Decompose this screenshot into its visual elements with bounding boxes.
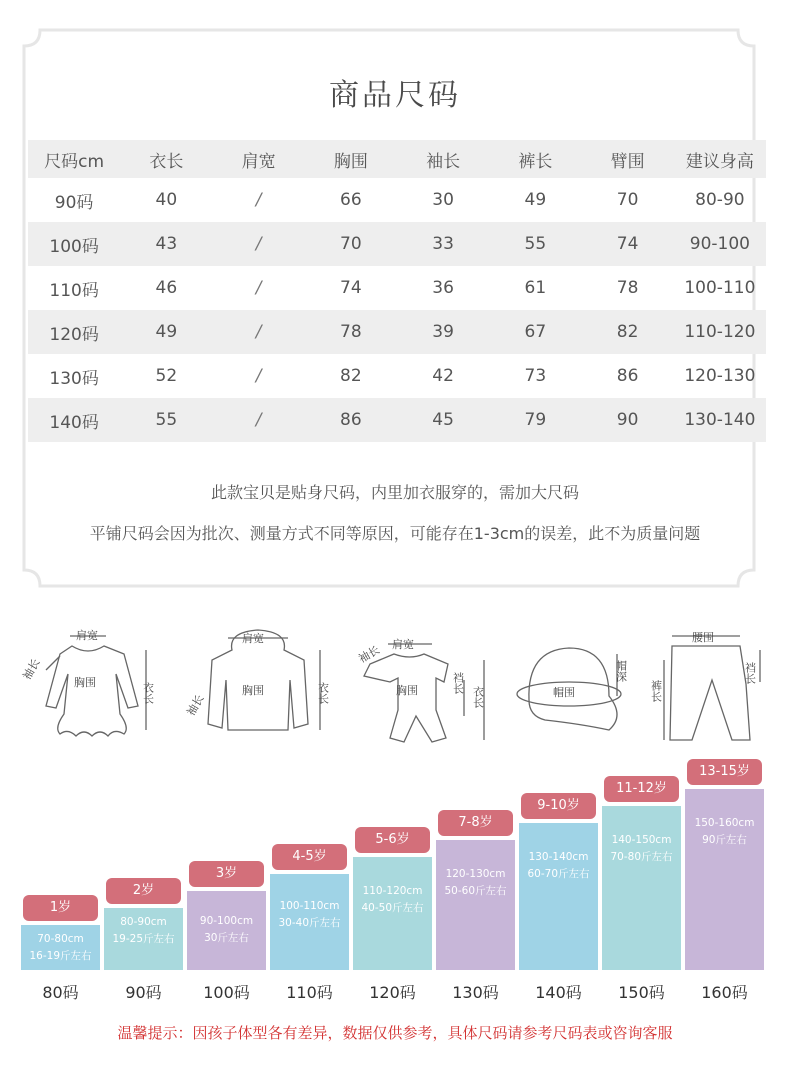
size-category-label: 140码: [535, 983, 582, 1002]
height-range-label: 100-110cm: [279, 900, 340, 912]
header-arm: 臂围: [582, 140, 674, 178]
size-category-label: 90码: [125, 983, 162, 1002]
table-cell: 39: [397, 310, 489, 354]
age-bar: [519, 823, 598, 970]
romper-shoulder-label: 肩宽: [392, 638, 414, 651]
table-cell: /: [213, 398, 305, 442]
weight-range-label: 90斤左右: [702, 834, 747, 846]
hat-depth-label: 帽深: [614, 660, 628, 682]
age-tag: 9-10岁: [521, 793, 596, 819]
bar-info: [685, 815, 764, 849]
table-cell: /: [213, 310, 305, 354]
table-cell: 110码: [49, 280, 99, 301]
bar-info: [187, 913, 266, 947]
table-cell: 70: [305, 222, 397, 266]
table-cell: 78: [616, 278, 639, 298]
age-tag: 3岁: [189, 861, 264, 887]
header-shoulder: 肩宽: [213, 140, 305, 178]
table-cell: 110-120: [674, 310, 766, 354]
dress-diagram: [20, 620, 170, 764]
table-cell: 43: [120, 222, 212, 266]
hoodie-shoulder-label: 肩宽: [242, 632, 264, 645]
table-cell: 42: [432, 366, 454, 386]
table-cell: 100-110: [684, 278, 756, 298]
weight-range-label: 19-25斤左右: [112, 933, 175, 945]
height-range-label: 130-140cm: [528, 851, 589, 863]
size-category-label: 100码: [203, 983, 250, 1002]
table-cell: 90码: [54, 192, 94, 213]
age-tag: 11-12岁: [604, 776, 679, 802]
table-cell: 82: [582, 310, 674, 354]
hat-diagram: [505, 620, 645, 764]
height-range-label: 90-100cm: [199, 915, 254, 927]
table-cell: 74: [340, 278, 362, 298]
header-height: 建议身高: [674, 140, 766, 178]
table-row: [28, 310, 766, 354]
table-cell: 45: [397, 398, 489, 442]
table-cell: /: [255, 190, 262, 210]
table-cell: 61: [524, 278, 547, 298]
table-row: [28, 398, 766, 442]
table-row: [28, 354, 766, 398]
hoodie-chest-label: 胸围: [242, 684, 264, 697]
weight-range-label: 30-40斤左右: [278, 917, 341, 929]
height-range-label: 80-90cm: [120, 916, 167, 928]
bar-info: [602, 832, 681, 866]
table-cell: 74: [582, 222, 674, 266]
age-bar: [602, 806, 681, 970]
romper-crotch-label: 裆长: [451, 672, 465, 694]
table-cell: 86: [616, 366, 639, 386]
table-cell: 55: [120, 398, 212, 442]
bar-info: [519, 849, 598, 883]
size-category-label: 150码: [618, 983, 665, 1002]
age-bar: [104, 908, 183, 970]
bar-info: [436, 866, 515, 900]
table-row: [28, 178, 766, 222]
note-tolerance: 平铺尺码会因为批次、测量方式不同等原因，可能存在1-3cm的误差，此不为质量问题: [89, 524, 701, 543]
table-cell: /: [255, 366, 262, 386]
table-cell: 73: [524, 366, 547, 386]
weight-range-label: 70-80斤左右: [610, 851, 673, 863]
age-tag: 5-6岁: [355, 827, 430, 853]
weight-range-label: 50-60斤左右: [444, 885, 507, 897]
header-chest: 胸围: [305, 140, 397, 178]
size-category-label: 130码: [452, 983, 499, 1002]
age-size-chart: [0, 764, 790, 1015]
table-row: [28, 222, 766, 266]
age-tag: 7-8岁: [438, 810, 513, 836]
table-cell: 49: [120, 310, 212, 354]
age-tag: 13-15岁: [687, 759, 762, 785]
size-category-label: 110码: [286, 983, 333, 1002]
pants-crotch-label: 裆长: [743, 662, 757, 684]
table-cell: 46: [155, 278, 178, 298]
table-cell: /: [213, 222, 305, 266]
hoodie-length-label: 衣长: [316, 682, 330, 704]
size-category-label: 160码: [701, 983, 748, 1002]
hoodie-diagram: [180, 620, 340, 764]
size-table: [28, 140, 766, 442]
age-bar: [353, 857, 432, 970]
height-range-label: 120-130cm: [445, 868, 506, 880]
dress-sleeve-label: 袖长: [20, 656, 43, 683]
age-bar: [270, 874, 349, 970]
age-tag: 4-5岁: [272, 844, 347, 870]
table-cell: 40: [155, 190, 178, 210]
table-cell: 30: [432, 190, 454, 210]
age-bar: [436, 840, 515, 970]
dress-length-label: 衣长: [141, 682, 155, 704]
hat-circumference-label: 帽围: [553, 686, 575, 699]
height-range-label: 150-160cm: [694, 817, 755, 829]
weight-range-label: 40-50斤左右: [361, 902, 424, 914]
bar-info: [104, 914, 183, 948]
table-cell: 52: [155, 366, 178, 386]
header-length: 衣长: [120, 140, 212, 178]
romper-sleeve-label: 袖长: [356, 643, 382, 666]
age-bar: [187, 891, 266, 970]
pants-waist-label: 腰围: [692, 631, 714, 644]
pants-diagram: [650, 620, 780, 764]
age-bar: [21, 925, 100, 970]
romper-chest-label: 胸围: [396, 684, 418, 697]
table-cell: 90: [582, 398, 674, 442]
warm-tip: 温馨提示：因孩子体型各有差异，数据仅供参考，具体尺码请参考尺码表或咨询客服: [117, 1024, 673, 1042]
height-range-label: 70-80cm: [37, 933, 84, 945]
age-bar: [685, 789, 764, 970]
romper-diagram: [350, 620, 500, 764]
dress-chest-label: 胸围: [74, 676, 96, 689]
table-cell: 33: [397, 222, 489, 266]
weight-range-label: 30斤左右: [204, 932, 249, 944]
table-cell: 130码: [49, 368, 99, 389]
header-size: 尺码cm: [28, 140, 120, 178]
table-cell: 82: [340, 366, 362, 386]
bar-info: [353, 883, 432, 917]
table-cell: 86: [305, 398, 397, 442]
dress-shoulder-label: 肩宽: [76, 629, 98, 642]
table-cell: 130-140: [674, 398, 766, 442]
table-cell: 90-100: [674, 222, 766, 266]
table-cell: 49: [524, 190, 547, 210]
page-title: 商品尺码: [329, 78, 461, 113]
pants-length-label: 裤长: [650, 680, 663, 702]
age-tag: 2岁: [106, 878, 181, 904]
table-cell: 55: [489, 222, 581, 266]
height-range-label: 110-120cm: [362, 885, 423, 897]
note-fit: 此款宝贝是贴身尺码，内里加衣服穿的，需加大尺码: [210, 483, 579, 502]
table-header-row: [28, 140, 766, 178]
age-tag: 1岁: [23, 895, 98, 921]
table-cell: 120-130: [684, 366, 756, 386]
header-sleeve: 袖长: [397, 140, 489, 178]
table-cell: 140码: [28, 398, 120, 442]
bar-info: [270, 898, 349, 932]
header-pants-length: 裤长: [489, 140, 581, 178]
weight-range-label: 16-19斤左右: [29, 950, 92, 962]
bar-info: [21, 931, 100, 965]
table-cell: 36: [432, 278, 454, 298]
table-cell: /: [255, 278, 262, 298]
table-cell: 66: [340, 190, 362, 210]
table-cell: 79: [489, 398, 581, 442]
table-cell: 70: [616, 190, 639, 210]
table-row: [28, 266, 766, 310]
size-category-label: 80码: [42, 983, 79, 1002]
table-cell: 80-90: [695, 190, 745, 210]
romper-length-label: 衣长: [471, 686, 485, 708]
table-cell: 78: [305, 310, 397, 354]
hoodie-sleeve-label: 袖长: [184, 692, 207, 719]
table-cell: 67: [489, 310, 581, 354]
weight-range-label: 60-70斤左右: [527, 868, 590, 880]
table-cell: 100码: [28, 222, 120, 266]
height-range-label: 140-150cm: [611, 834, 672, 846]
table-cell: 120码: [28, 310, 120, 354]
size-category-label: 120码: [369, 983, 416, 1002]
measurement-diagrams: [0, 620, 790, 760]
